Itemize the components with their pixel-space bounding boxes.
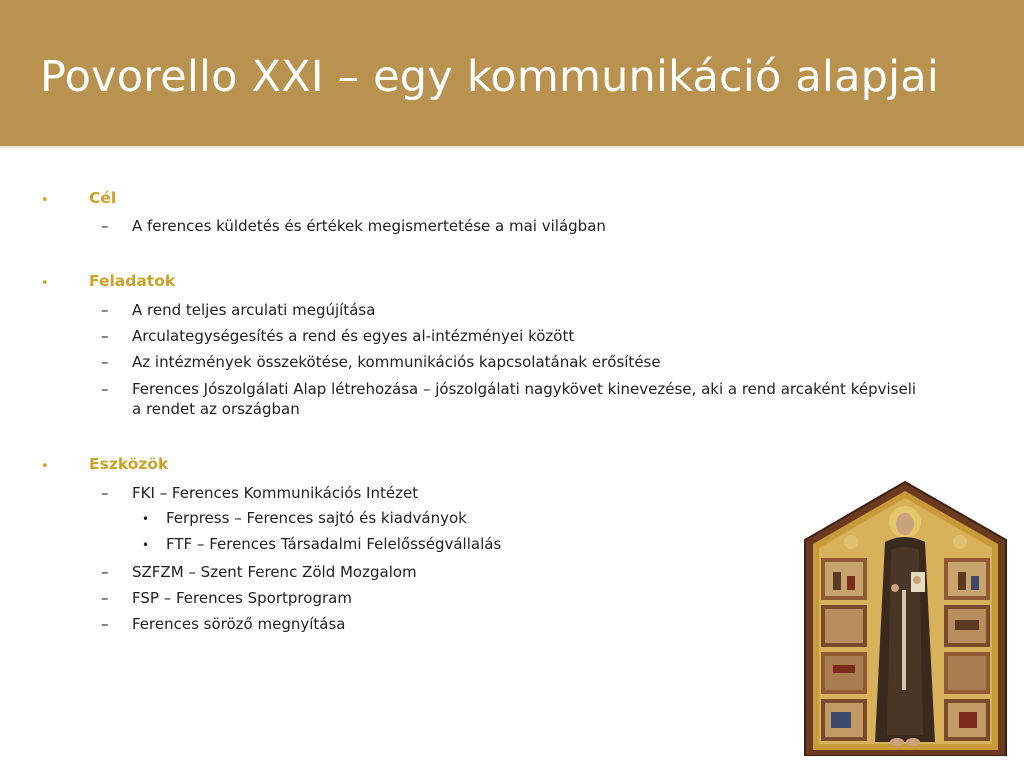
slide-title: Povorello XXI – egy kommunikáció alapjai xyxy=(40,52,939,102)
item-dash: – xyxy=(101,484,109,502)
item-dash: – xyxy=(101,589,109,607)
item-dash: – xyxy=(101,615,109,633)
subitem-bullet: • xyxy=(142,538,150,552)
list-item: Az intézmények összekötése, kommunikációs kapcsolatának erősítése xyxy=(132,353,661,371)
section-bullet: • xyxy=(41,193,49,208)
list-item: SZFZM – Szent Ferenc Zöld Mozgalom xyxy=(132,563,417,581)
section-heading-feladatok: Feladatok xyxy=(89,272,176,290)
section-bullet: • xyxy=(41,459,49,474)
sub-list-item: Ferpress – Ferences sajtó és kiadványok xyxy=(166,509,467,527)
list-item: Arculategységesítés a rend és egyes al-intézményei között xyxy=(132,327,575,345)
list-item: A ferences küldetés és értékek megismertetése a mai világban xyxy=(132,217,606,235)
list-item: Ferences Jószolgálati Alap létrehozása – jószolgálati nagykövet kinevezése, aki a rend arcaként képviseli a rendet az országban xyxy=(132,380,917,418)
list-item: A rend teljes arculati megújítása xyxy=(132,301,376,319)
item-dash: – xyxy=(101,563,109,581)
item-dash: – xyxy=(101,217,109,235)
item-dash: – xyxy=(101,301,109,319)
list-item: FKI – Ferences Kommunikációs Intézet xyxy=(132,484,419,502)
item-dash: – xyxy=(101,327,109,345)
list-item: Ferences söröző megnyítása xyxy=(132,615,346,633)
item-dash: – xyxy=(101,353,109,371)
sub-list-item: FTF – Ferences Társadalmi Felelősségvállalás xyxy=(166,535,502,553)
section-heading-eszkozok: Eszközök xyxy=(89,455,169,473)
subitem-bullet: • xyxy=(142,512,150,526)
list-item: FSP – Ferences Sportprogram xyxy=(132,589,352,607)
section-bullet: • xyxy=(41,276,49,291)
saint-francis-icon-image xyxy=(803,480,1008,756)
item-dash: – xyxy=(101,380,109,398)
section-heading-cel: Cél xyxy=(89,189,117,207)
